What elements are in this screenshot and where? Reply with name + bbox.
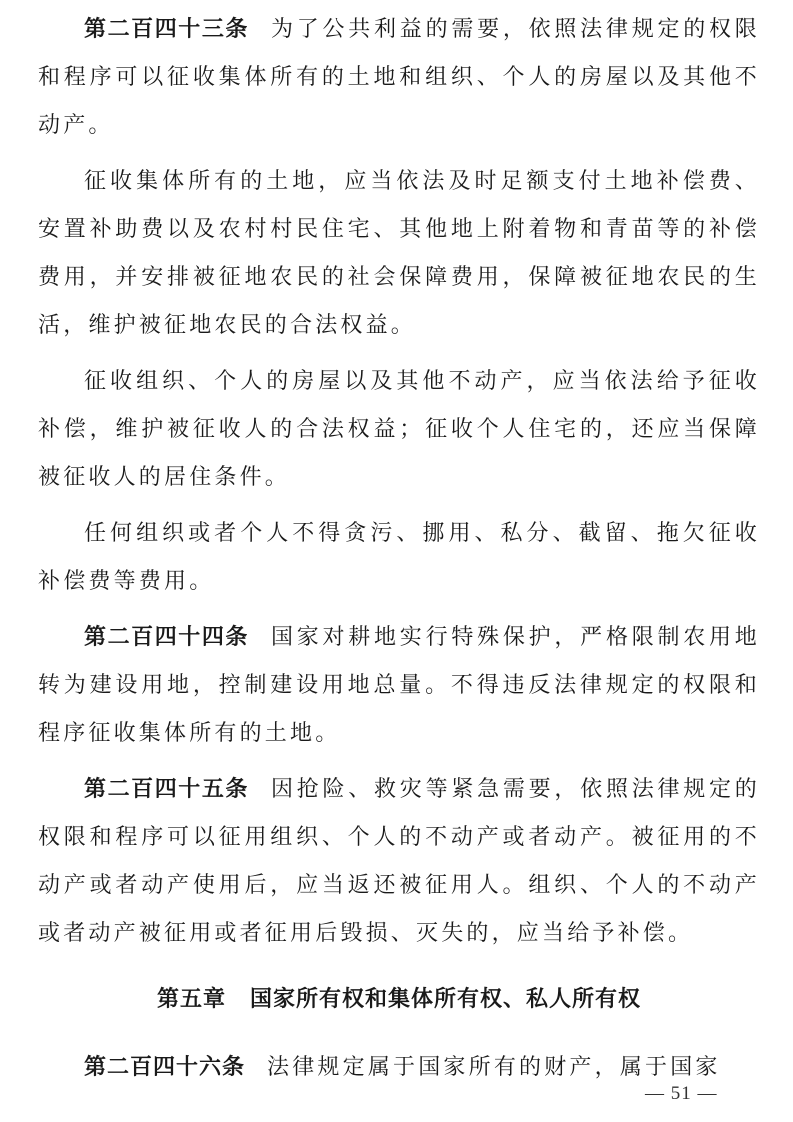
- article-text: 因抢险、救灾等紧急需要，依照法律规定的权限和程序可以征用组织、个人的不动产或者动产。被征用的不动产或者动产使用后，应当返还被征用人。组织、个人的不动产或者动产被征用或者征用后毁损、灭失的，应当给予补偿。: [38, 777, 760, 946]
- article-paragraph: 征收集体所有的土地，应当依法及时足额支付土地补偿费、安置补助费以及农村村民住宅、其他地上附着物和青苗等的补偿费用，并安排被征地农民的社会保障费用，保障被征地农民的生活，维护被征地农民的合法权益。: [38, 169, 760, 338]
- article-number: 第二百四十三条: [84, 17, 249, 42]
- article-paragraph: 征收组织、个人的房屋以及其他不动产，应当依法给予征收补偿，维护被征收人的合法权益；征收个人住宅的，还应当保障被征收人的居住条件。: [38, 369, 760, 490]
- page-number: — 51 —: [645, 1083, 718, 1104]
- article-paragraph: [38, 614, 760, 758]
- article-paragraph: [38, 6, 760, 150]
- article-paragraph: 任何组织或者个人不得贪污、挪用、私分、截留、拖欠征收补偿费等费用。: [38, 521, 760, 594]
- page-content: [38, 0, 760, 1092]
- chapter-number: 第五章: [156, 987, 226, 1012]
- chapter-heading: [38, 976, 760, 1024]
- article-number: 第二百四十五条: [84, 777, 249, 802]
- article-text: 法律规定属于国家所有的财产，属于国家: [267, 1055, 721, 1080]
- article-paragraph: [38, 766, 760, 958]
- chapter-title: 国家所有权和集体所有权、私人所有权: [250, 987, 642, 1012]
- article-text: 国家对耕地实行特殊保护，严格限制农用地转为建设用地，控制建设用地总量。不得违反法律规定的权限和程序征收集体所有的土地。: [38, 625, 760, 746]
- article-number: 第二百四十六条: [84, 1055, 246, 1080]
- article-number: 第二百四十四条: [84, 625, 249, 650]
- article-text: 为了公共利益的需要，依照法律规定的权限和程序可以征收集体所有的土地和组织、个人的房屋以及其他不动产。: [38, 17, 760, 138]
